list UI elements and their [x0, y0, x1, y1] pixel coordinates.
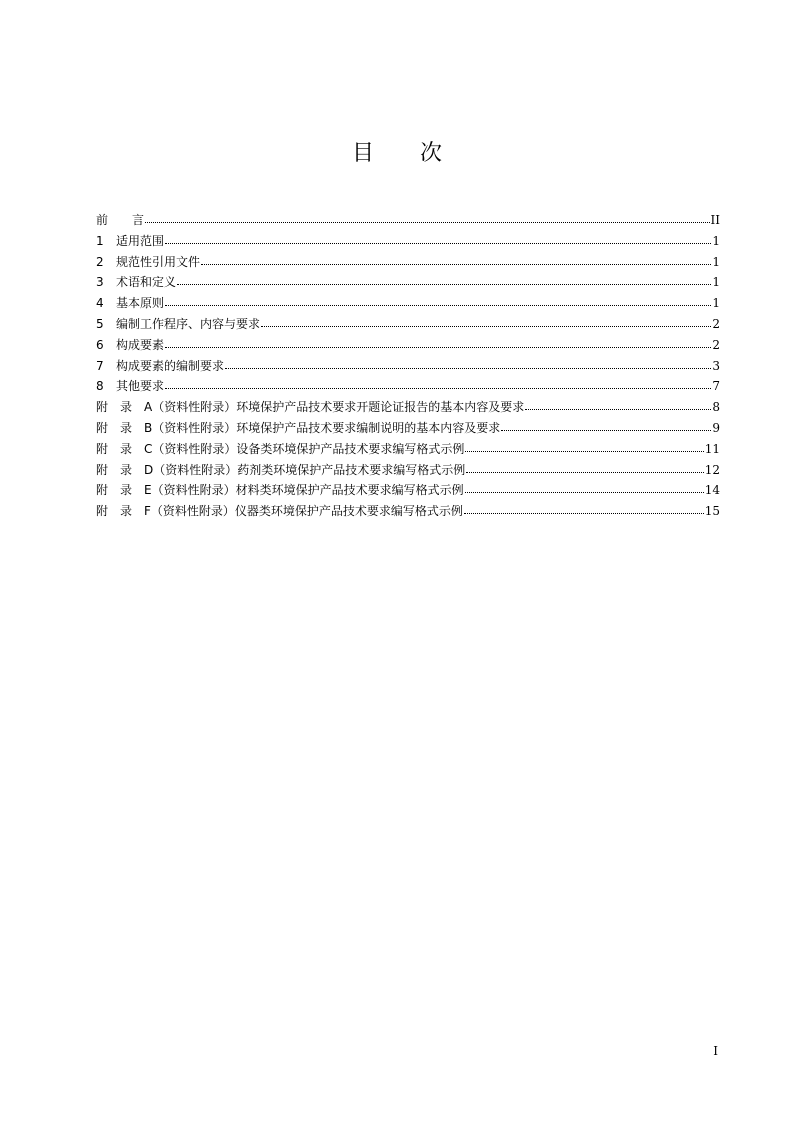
page-number: I	[713, 1044, 718, 1058]
toc-entry[interactable]	[96, 210, 720, 231]
table-of-contents	[96, 210, 720, 522]
toc-page: 1	[712, 233, 720, 248]
toc-entry[interactable]	[96, 293, 720, 314]
toc-page: 1	[712, 275, 720, 290]
toc-entry[interactable]	[96, 376, 720, 397]
toc-leader	[466, 462, 703, 474]
toc-entry[interactable]	[96, 314, 720, 335]
toc-label: 基本原则	[116, 296, 165, 311]
toc-leader	[201, 254, 711, 266]
title-char-2: 次	[420, 141, 443, 166]
toc-entry[interactable]	[96, 418, 720, 439]
toc-entry[interactable]	[96, 335, 720, 356]
toc-page: 1	[712, 296, 720, 311]
toc-page: II	[710, 213, 720, 227]
toc-leader	[165, 378, 711, 390]
toc-page: 7	[712, 379, 720, 394]
toc-entry[interactable]	[96, 231, 720, 252]
toc-leader	[261, 316, 711, 328]
toc-page: 9	[712, 420, 720, 435]
toc-entry[interactable]	[96, 397, 720, 418]
toc-label: 前 言	[96, 213, 145, 227]
toc-label: 术语和定义	[116, 275, 177, 290]
toc-entry[interactable]	[96, 439, 720, 460]
toc-page: 8	[712, 400, 720, 415]
toc-leader	[465, 441, 703, 453]
toc-leader	[464, 503, 704, 515]
toc-label: 编制工作程序、内容与要求	[116, 316, 261, 331]
toc-leader	[465, 482, 704, 494]
toc-number: 3	[96, 275, 104, 290]
toc-number: 5	[96, 316, 104, 331]
toc-leader	[165, 233, 711, 245]
toc-page: 12	[704, 462, 720, 477]
toc-label: 附 录 C（资料性附录）设备类环境保护产品技术要求编写格式示例	[96, 441, 465, 456]
toc-number: 7	[96, 358, 104, 373]
toc-leader	[177, 274, 711, 286]
toc-entry[interactable]	[96, 480, 720, 501]
toc-page: 1	[712, 254, 720, 269]
toc-page: 2	[712, 316, 720, 331]
toc-page: 2	[712, 337, 720, 352]
toc-page: 11	[704, 441, 720, 456]
toc-label: 构成要素的编制要求	[116, 358, 225, 373]
toc-number: 6	[96, 337, 104, 352]
toc-label: 附 录 E（资料性附录）材料类环境保护产品技术要求编写格式示例	[96, 483, 464, 498]
toc-label: 适用范围	[116, 233, 165, 248]
toc-page: 15	[704, 504, 720, 519]
toc-label: 附 录 F（资料性附录）仪器类环境保护产品技术要求编写格式示例	[96, 504, 463, 519]
toc-entry[interactable]	[96, 460, 720, 481]
toc-leader	[145, 212, 710, 224]
toc-entry[interactable]	[96, 272, 720, 293]
toc-leader	[525, 399, 711, 411]
toc-label: 规范性引用文件	[116, 254, 201, 269]
toc-number: 1	[96, 233, 104, 248]
toc-page: 14	[704, 483, 720, 498]
toc-entry[interactable]	[96, 252, 720, 273]
toc-leader	[165, 295, 711, 307]
toc-number: 2	[96, 254, 104, 269]
toc-label: 其他要求	[116, 379, 165, 394]
toc-leader	[501, 420, 711, 432]
toc-label: 附 录 B（资料性附录）环境保护产品技术要求编制说明的基本内容及要求	[96, 420, 501, 435]
title-char-1: 目	[351, 141, 374, 166]
toc-label: 构成要素	[116, 337, 165, 352]
toc-number: 8	[96, 379, 104, 394]
toc-page: 3	[712, 358, 720, 373]
toc-leader	[225, 358, 711, 370]
toc-entry[interactable]	[96, 356, 720, 377]
page-title	[0, 136, 794, 167]
toc-label: 附 录 A（资料性附录）环境保护产品技术要求开题论证报告的基本内容及要求	[96, 400, 525, 415]
toc-number: 4	[96, 296, 104, 311]
toc-entry[interactable]	[96, 501, 720, 522]
toc-leader	[165, 337, 711, 349]
toc-label: 附 录 D（资料性附录）药剂类环境保护产品技术要求编写格式示例	[96, 462, 466, 477]
